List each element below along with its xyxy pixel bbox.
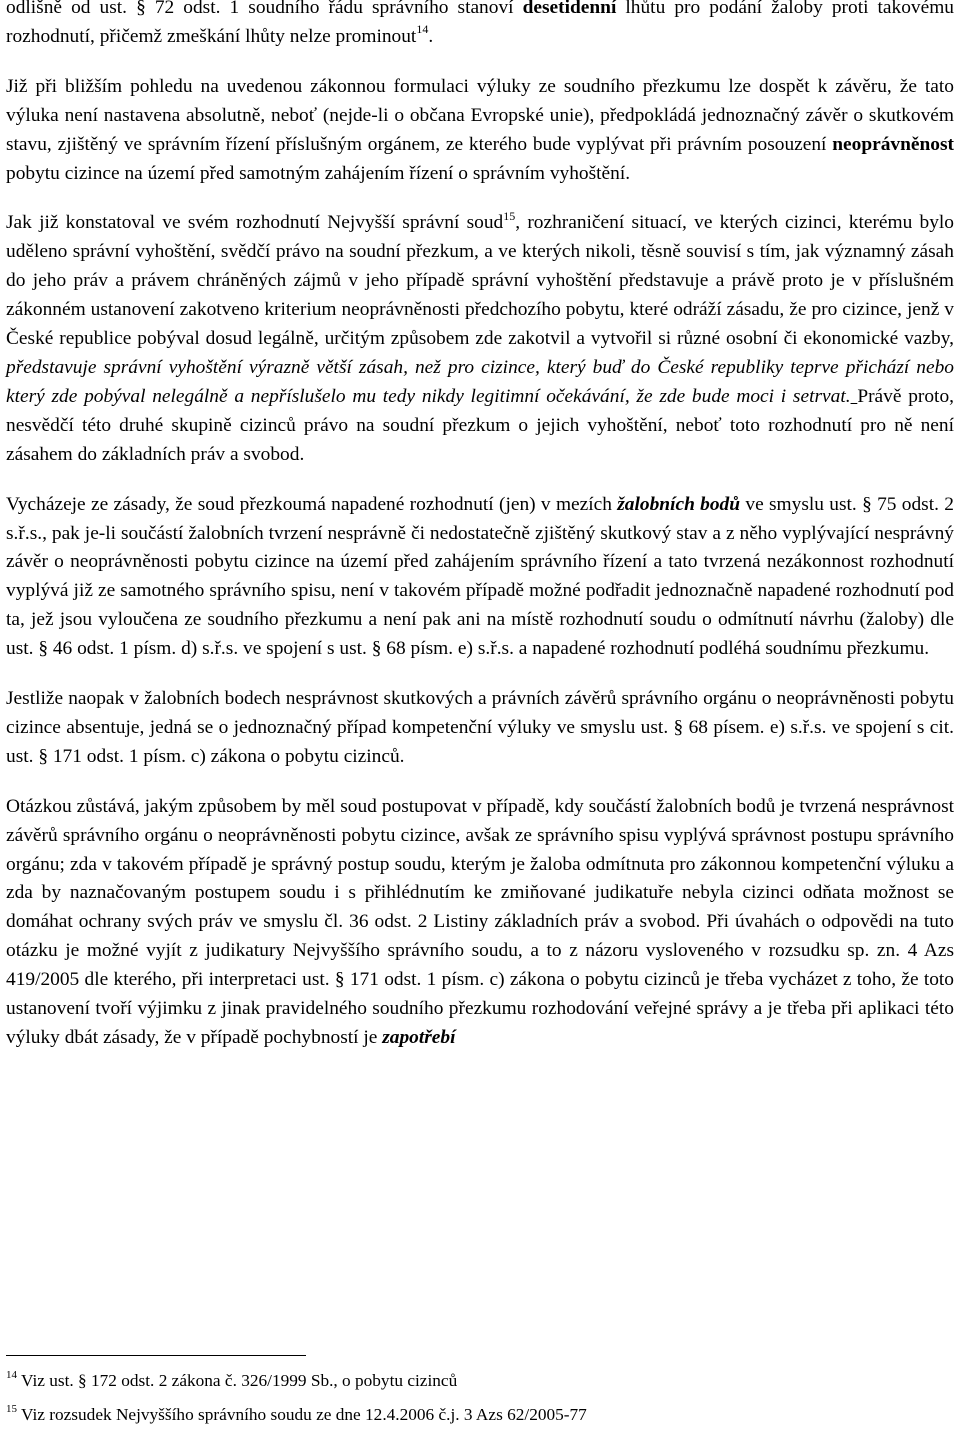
paragraph-4: [6, 491, 954, 664]
text: Otázkou zůstává, jakým způsobem by měl soud postupovat v případě, kdy součástí žalobních bodů je tvrzená nesprávnost závěrů správního orgánu o neoprávněnosti pobytu cizince, avšak ze správního spisu vyplývá správnost postupu správního orgánu; zda v takovém případě je správný postup soudu, kterým je žaloba odmítnuta pro zákonnou kompetenční výluku a zda by naznačovaným postupem soudu i s přihlédnutím ke zmiňované judikatuře nebyla cizinci odňata možnost se domáhat ochrany svých práv ve smyslu čl. 36 odst. 2 Listiny základních práv a svobod. Při úvahách o odpovědi na tuto otázku je možné vyjít z judikatury Nejvyššího správního soudu, a to z názoru vysloveného v rozsudku sp. zn. 4 Azs 419/2005 dle kterého, při interpretaci ust. § 171 odst. 1 písm. c) zákona o pobytu cizinců je třeba vycházet z toho, že toto ustanovení tvoří výjimku z jinak pravidelného soudního přezkumu rozhodování veřejné správy a je třeba při aplikaci této výluky dbát zásady, že v případě pochybností je: [6, 795, 954, 1048]
footnote-separator: [6, 1355, 306, 1356]
emphasis-bold: desetidenní: [522, 0, 617, 18]
paragraph-6: [6, 793, 954, 1053]
text: Právě proto, nesvědčí této druhé skupině cizinců právo na soudní přezkum o jejich vyhoštění, neboť toto rozhodnutí pro ně není zásahem do základních práv a svobod.: [6, 385, 954, 465]
paragraph-2: [6, 73, 954, 189]
footnote-number: 15: [6, 1403, 17, 1416]
text: pobytu cizince na území před samotným zahájením řízení o správním vyhoštění.: [6, 162, 631, 184]
emphasis-bold-italic: zapotřebí: [382, 1027, 456, 1048]
text: Již při bližším pohledu na uvedenou zákonnou formulaci výluky ze soudního přezkumu lze dospět k závěru, že tato výluka není nastavena absolutně, neboť (nejde-li o občana Evropské unie), předpokládá jednoznačný závěr o skutkovém stavu, zjištěný ve správním řízení příslušným orgánem, ze kterého bude vyplývat při právním posouzení: [6, 75, 954, 155]
text: .: [428, 25, 434, 47]
footnote-ref-15[interactable]: 15: [503, 208, 516, 223]
footnote-15: [6, 1404, 587, 1426]
paragraph-gap: [6, 188, 954, 209]
text: odlišně od ust. § 72 odst. 1 soudního řádu správního stanoví: [6, 0, 523, 18]
paragraph-5: [6, 685, 954, 772]
paragraph-gap: [6, 772, 954, 793]
text: Vycházeje ze zásady, že soud přezkoumá napadené rozhodnutí (jen) v mezích: [6, 493, 618, 515]
footnote-text: Viz rozsudek Nejvyššího správního soudu ze dne 12.4.2006 č.j. 3 Azs 62/2005-77: [17, 1405, 587, 1424]
paragraph-3: [6, 209, 954, 469]
paragraph-gap: [6, 470, 954, 491]
footnote-ref-14[interactable]: 14: [416, 22, 429, 37]
paragraph-gap: [6, 52, 954, 73]
document-page: [6, 0, 954, 1424]
emphasis-italic: představuje správní vyhoštění výrazně větší zásah, než pro cizince, který buď do České republiky teprve přichází nebo který zde pobýval nelegálně a nepříslušelo mu tedy nikdy legitimní očekávání, že zde bude moci i setrvat.: [6, 356, 954, 407]
emphasis-bold: neoprávněnost: [832, 133, 954, 155]
text: Jestliže naopak v žalobních bodech nesprávnost skutkových a právních závěrů správního orgánu o neoprávněnosti pobytu cizince absentuje, jedná se o jednoznačný případ kompetenční výluky ve smyslu ust. § 68 písem. e) s.ř.s. ve spojení s cit. ust. § 171 odst. 1 písm. c) zákona o pobytu cizinců.: [6, 688, 954, 767]
footnote-number: 14: [6, 1369, 17, 1382]
paragraph-1: [6, 0, 954, 52]
text: , rozhraničení situací, ve kterých cizinci, kterému bylo uděleno správní vyhoštění, svědčí právo na soudní přezkum, a ve kterých nikoli, těsně souvisí s tím, jak významný zásah do jeho práv a právem chráněných zájmů v jeho případě správní vyhoštění představuje a právě proto je v příslušném zákonném ustanovení zakotveno kriterium neoprávněnosti předchozího pobytu, které odráží zásadu, že pro cizince, jenž v České republice pobýval dosud legálně, určitým způsobem zde zakotvil a vytvořil si různé osobní či ekonomické vazby,: [6, 212, 954, 350]
text: Jak již konstatoval ve svém rozhodnutí Nejvyšší správní soud: [6, 212, 504, 234]
text: lhůtu pro podání žaloby proti takovému rozhodnutí, přičemž zmeškání lhůty nelze prominout: [6, 0, 954, 47]
footnote-text: Viz ust. § 172 odst. 2 zákona č. 326/1999 Sb., o pobytu cizinců: [17, 1371, 458, 1390]
text: ve smyslu ust. § 75 odst. 2 s.ř.s., pak je-li součástí žalobních tvrzení nesprávně či nedostatečně zjištěný skutkový stav a z něho vyplývající nesprávný závěr o neoprávněnosti pobytu cizince na území před zahájením správního řízení a tato tvrzená nezákonnost rozhodnutí vyplývá již ze samotného správního spisu, není v takovém případě možné podřadit jednoznačně napadené rozhodnutí pod ta, jež jsou vyloučena ze soudního přezkumu a není pak ani na místě rozhodnutí soudu o odmítnutí návrhu (žaloby) dle ust. § 46 odst. 1 písm. d) s.ř.s. ve spojení s ust. § 68 písm. e) s.ř.s. a napadené rozhodnutí podléhá soudnímu přezkumu.: [6, 493, 954, 660]
emphasis-bold-italic: žalobních bodů: [617, 493, 741, 515]
footnote-14: [6, 1370, 457, 1392]
paragraph-gap: [6, 664, 954, 685]
